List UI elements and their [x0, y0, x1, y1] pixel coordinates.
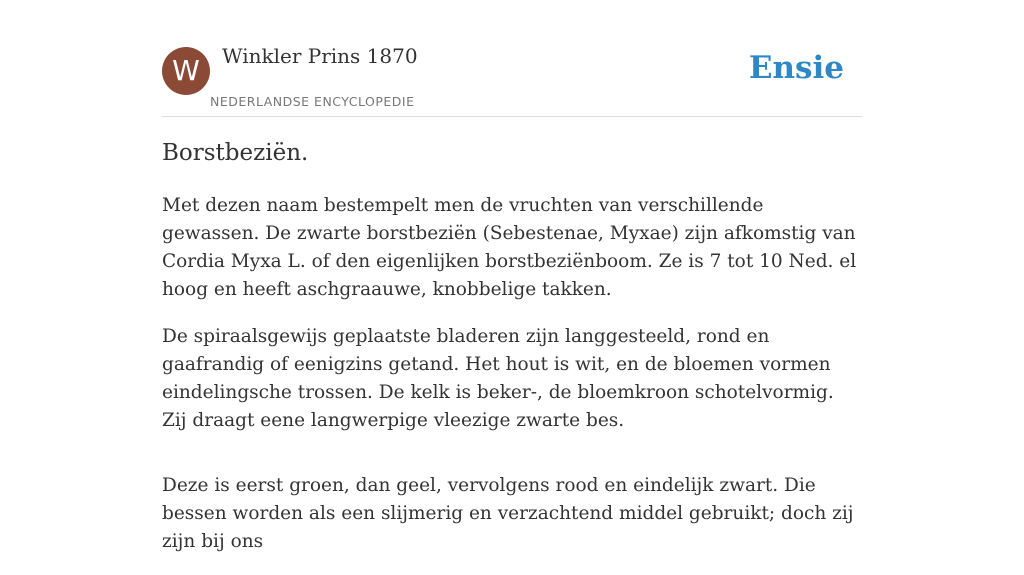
- source-subtitle: NEDERLANDSE ENCYCLOPEDIE: [210, 94, 415, 109]
- entry-paragraph: Deze is eerst groen, dan geel, vervolgens rood en eindelijk zwart. Die bessen worden als een slijmerig en verzachtend middel gebruikt; doch zij zijn bij ons: [162, 475, 854, 552]
- entry-title: Borstbeziën.: [162, 140, 309, 166]
- entry-paragraph: Met dezen naam bestempelt men de vruchten van verschillende gewassen. De zwarte borstbeziën (Sebestenae, Myxae) zijn afkomstig van Cordia Myxa L. of den eigenlijken borstbeziënboom. Ze is 7 tot 10 Ned. el hoog en heeft aschgraauwe, knobbelige takken.: [162, 195, 857, 300]
- header: [162, 0, 862, 117]
- ensie-logo[interactable]: Ensie: [748, 50, 844, 86]
- entry-body: [162, 192, 862, 575]
- source-title[interactable]: Winkler Prins 1870: [222, 44, 418, 68]
- avatar[interactable]: W: [162, 47, 210, 95]
- entry-paragraph: De spiraalsgewijs geplaatste bladeren zijn langgesteeld, rond en gaafrandig of eenigzins getand. Het hout is wit, en de bloemen vormen eindelingsche trossen. De kelk is beker-, de bloemkroon schotelvormig. Zij draagt eene langwerpige vleezige zwarte bes.: [162, 326, 834, 431]
- page: [162, 0, 862, 552]
